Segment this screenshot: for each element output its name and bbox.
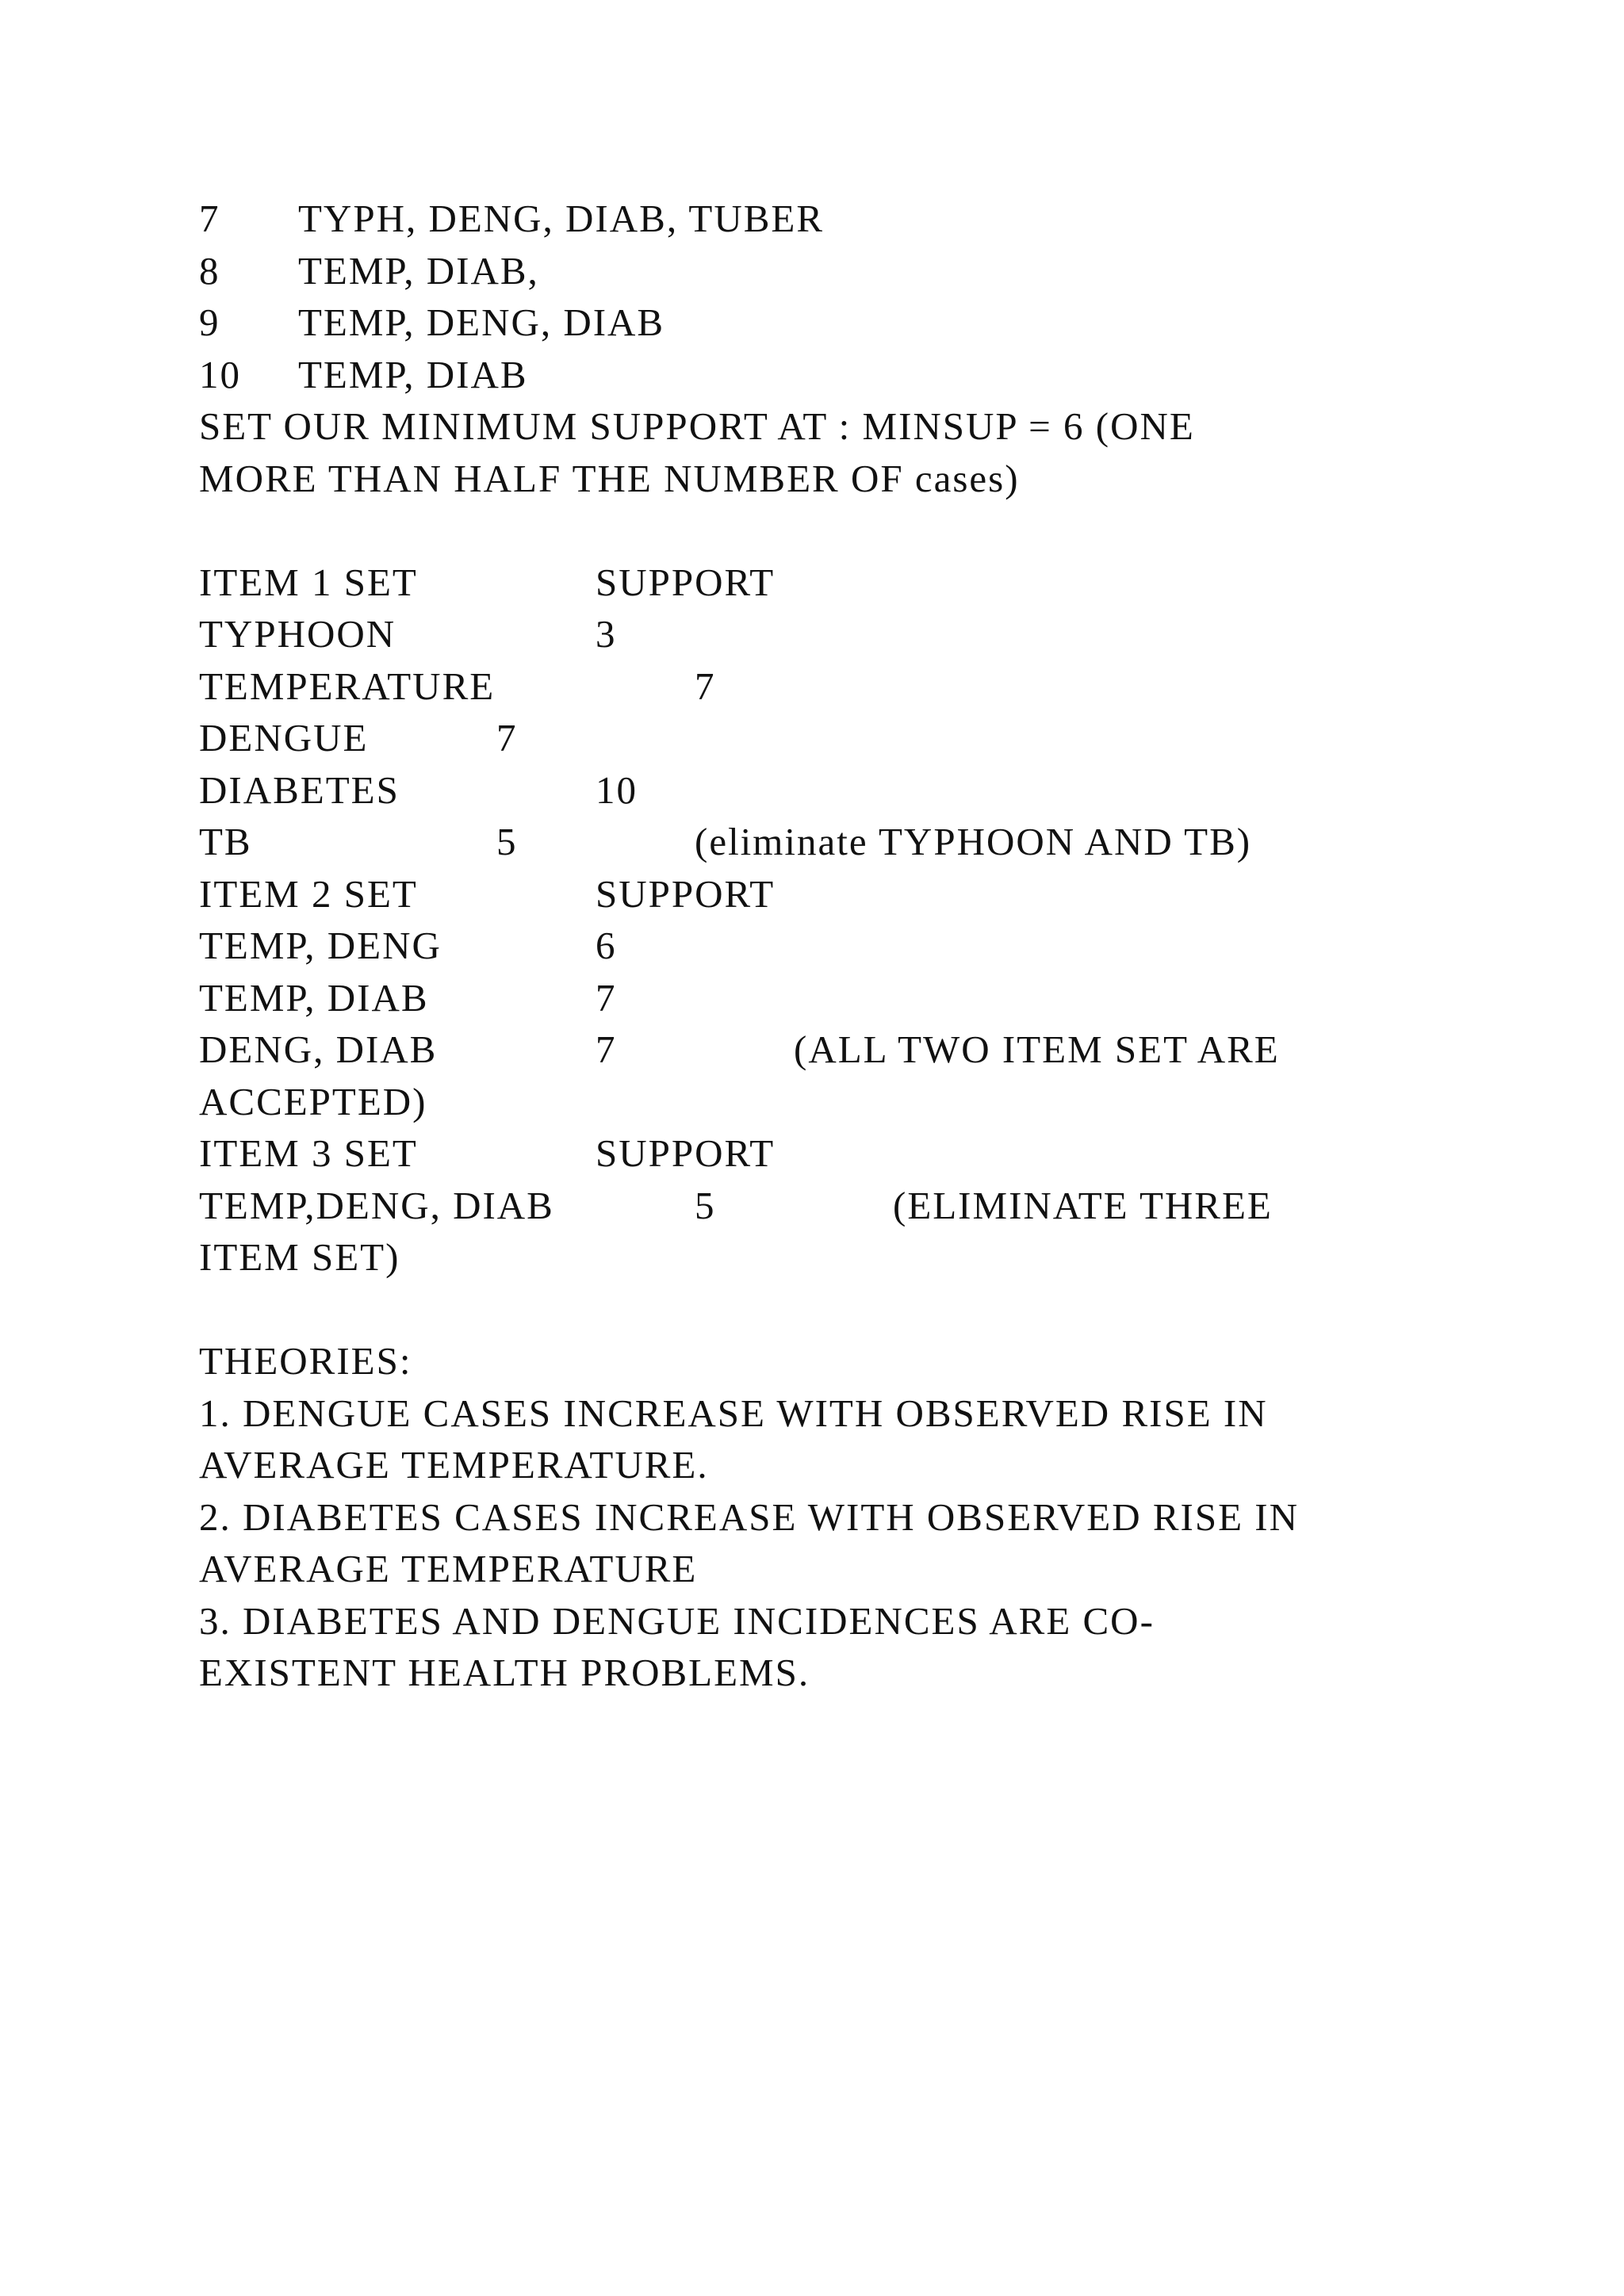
theory-line: AVERAGE TEMPERATURE. xyxy=(199,1443,709,1487)
itemset: TB xyxy=(199,820,252,863)
support-value: 6 xyxy=(596,924,617,967)
elimination-note-cont: ITEM SET) xyxy=(199,1235,400,1279)
itemset: DENG, DIAB xyxy=(199,1027,438,1071)
support-value: 10 xyxy=(596,767,638,812)
transaction-items: TEMP, DIAB, xyxy=(298,248,539,293)
acceptance-note: (ALL TWO ITEM SET ARE xyxy=(794,1027,1280,1071)
support-value: 5 xyxy=(695,1183,716,1227)
support-value: 3 xyxy=(596,612,617,656)
item1-header xyxy=(199,557,1436,609)
transaction-id: 9 xyxy=(199,300,220,344)
support-value: 7 xyxy=(695,664,716,708)
minsup-line: MORE THAN HALF THE NUMBER OF cases) xyxy=(199,456,1020,500)
item2-row xyxy=(199,972,1436,1024)
transaction-items: TEMP, DENG, DIAB xyxy=(298,300,665,344)
theory-line: AVERAGE TEMPERATURE xyxy=(199,1547,698,1590)
transaction-row xyxy=(199,245,1436,297)
spacer xyxy=(199,504,1436,557)
item1-row xyxy=(199,712,1436,764)
itemset: TEMP,DENG, DIAB xyxy=(199,1183,554,1227)
support-value: 5 xyxy=(496,820,518,863)
itemset: TYPHOON xyxy=(199,612,396,656)
spacer xyxy=(199,1284,1436,1336)
support-value: 7 xyxy=(596,975,617,1020)
item1-row xyxy=(199,608,1436,660)
transaction-id: 10 xyxy=(199,352,241,396)
minsup-line: SET OUR MINIMUM SUPPORT AT : MINSUP = 6 (ONE xyxy=(199,404,1195,448)
item2-row xyxy=(199,1024,1436,1076)
theory-line: 1. DENGUE CASES INCREASE WITH OBSERVED RISE IN xyxy=(199,1391,1268,1435)
item1-row xyxy=(199,660,1436,713)
item2-header xyxy=(199,868,1436,920)
theories-heading: THEORIES: xyxy=(199,1339,412,1383)
item3-support-header: SUPPORT xyxy=(596,1131,776,1175)
transaction-id: 7 xyxy=(199,197,220,240)
transaction-id: 8 xyxy=(199,248,220,293)
elimination-note: (ELIMINATE THREE xyxy=(893,1183,1273,1227)
support-value: 7 xyxy=(496,716,518,760)
transaction-row xyxy=(199,297,1436,349)
transaction-row xyxy=(199,193,1436,245)
item1-row xyxy=(199,764,1436,817)
item2-support-header: SUPPORT xyxy=(596,871,776,916)
theory-line: EXISTENT HEALTH PROBLEMS. xyxy=(199,1651,810,1694)
item2-set-header: ITEM 2 SET xyxy=(199,871,418,916)
item1-support-header: SUPPORT xyxy=(596,560,776,604)
item1-set-header: ITEM 1 SET xyxy=(199,560,418,604)
acceptance-note-cont: ACCEPTED) xyxy=(199,1079,427,1123)
itemset: DENGUE xyxy=(199,716,369,760)
item3-header xyxy=(199,1127,1436,1180)
itemset: TEMP, DIAB xyxy=(199,975,429,1020)
transaction-items: TYPH, DENG, DIAB, TUBER xyxy=(298,197,825,240)
itemset: TEMPERATURE xyxy=(199,664,496,708)
item1-row xyxy=(199,816,1436,868)
support-value: 7 xyxy=(596,1027,617,1071)
theory-line: 2. DIABETES CASES INCREASE WITH OBSERVED RISE IN xyxy=(199,1494,1299,1539)
transaction-row xyxy=(199,349,1436,401)
elimination-note: (eliminate TYPHOON AND TB) xyxy=(695,820,1252,863)
itemset: TEMP, DENG xyxy=(199,924,442,967)
itemset: DIABETES xyxy=(199,767,400,812)
transaction-items: TEMP, DIAB xyxy=(298,352,528,396)
item3-row xyxy=(199,1180,1436,1232)
theory-line: 3. DIABETES AND DENGUE INCIDENCES ARE CO- xyxy=(199,1598,1155,1643)
item2-row xyxy=(199,920,1436,972)
item3-set-header: ITEM 3 SET xyxy=(199,1131,418,1175)
document-page xyxy=(199,193,1436,1699)
